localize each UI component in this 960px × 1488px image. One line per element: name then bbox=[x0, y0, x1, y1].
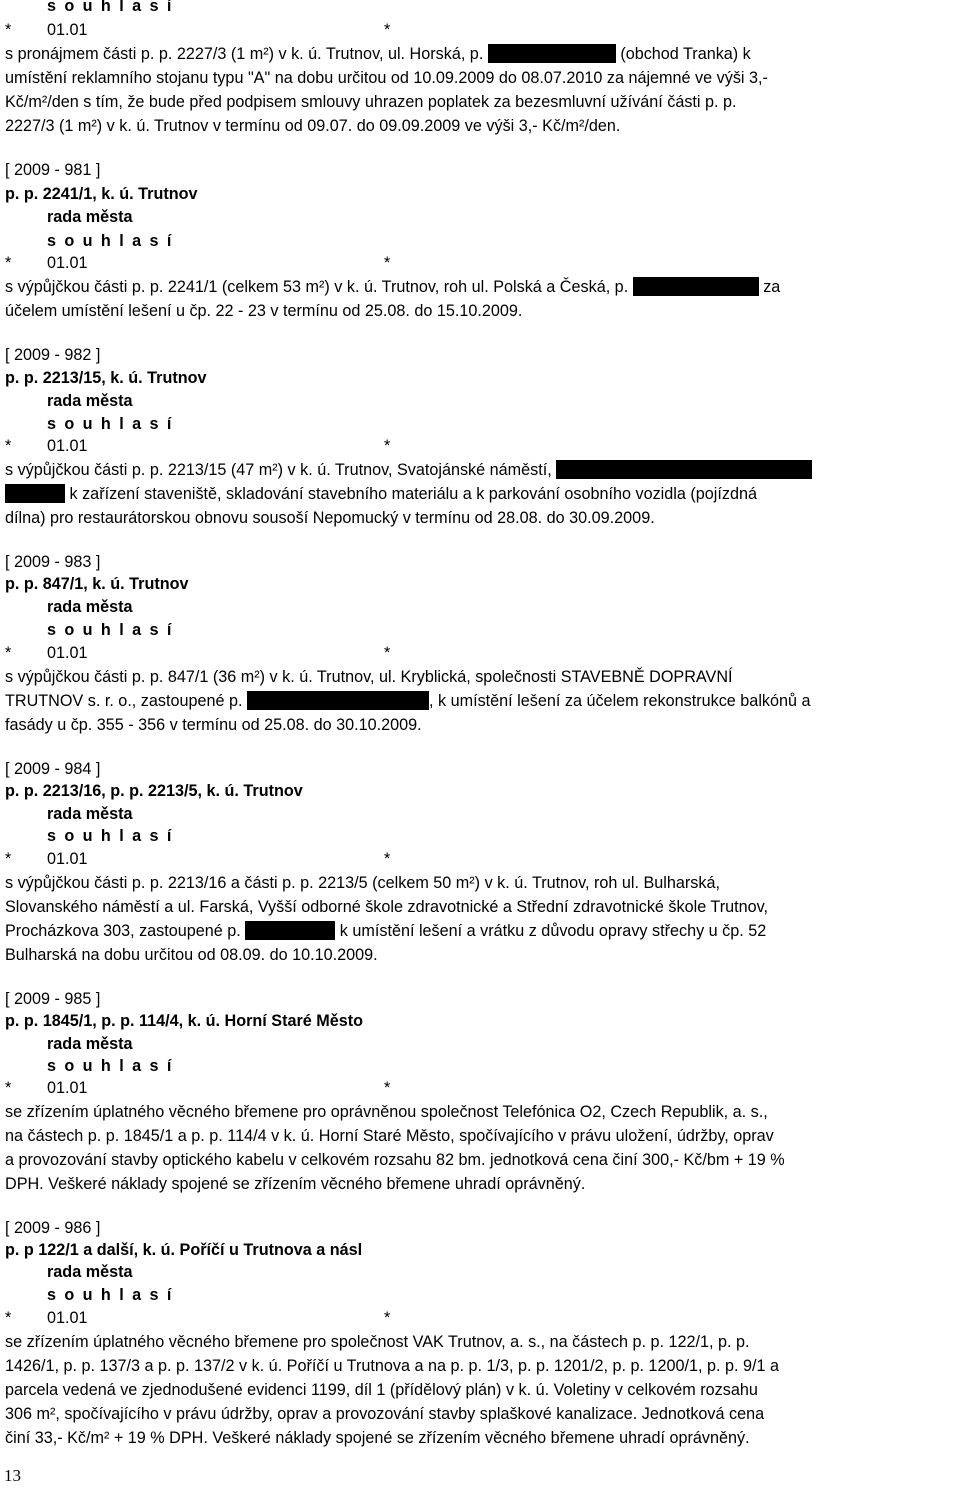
text-line: Slovanského náměstí a ul. Farská, Vyšší odborné škole zdravotnické a Střední zdravotnické škole Trutnov, bbox=[5, 898, 768, 916]
redaction-box bbox=[247, 691, 429, 710]
text-line: s výpůjčkou části p. p. 2213/15 (47 m²) v k. ú. Trutnov, Svatojánské náměstí, bbox=[5, 460, 812, 480]
redaction-box bbox=[556, 460, 812, 479]
redaction-box bbox=[245, 921, 335, 940]
text-line: s výpůjčkou části p. p. 847/1 (36 m²) v k. ú. Trutnov, ul. Kryblická, společnosti STAVEBNĚ DOPRAVNÍ bbox=[5, 668, 733, 686]
text-line: k zařízení staveniště, skladování stavebního materiálu a k parkování osobního vozidla (pojízdná bbox=[5, 484, 757, 504]
resolution-code: 01.01 bbox=[47, 850, 88, 868]
rada-mesta-heading: rada města bbox=[47, 805, 133, 823]
souhlasi-heading: s o u h l a s í bbox=[47, 827, 174, 845]
text-line: činí 33,- Kč/m² + 19 % DPH. Veškeré náklady spojené se zřízením věcného břemene uhradí oprávněný. bbox=[5, 1429, 750, 1447]
marker-star: * bbox=[384, 850, 391, 868]
text-line: s výpůjčkou části p. p. 2213/16 a části p. p. 2213/5 (celkem 50 m²) v k. ú. Trutnov, roh ul. Bulharská, bbox=[5, 874, 720, 892]
text-line: DPH. Veškeré náklady spojené se zřízením věcného břemene uhradí oprávněný. bbox=[5, 1175, 586, 1193]
marker-star: * bbox=[384, 1309, 391, 1327]
rada-mesta-heading: rada města bbox=[47, 1263, 133, 1281]
rada-mesta-heading: rada města bbox=[47, 208, 133, 226]
resolution-title: p. p. 2213/15, k. ú. Trutnov bbox=[5, 369, 207, 387]
text-line: 306 m², spočívajícího v právu údržby, oprav a provozování stavby splaškové kanalizace. Jednotková cena bbox=[5, 1405, 765, 1423]
rada-mesta-heading: rada města bbox=[47, 392, 133, 410]
text-line: Procházkova 303, zastoupené p. k umístění lešení a vrátku z důvodu opravy střechy u čp. 52 bbox=[5, 922, 767, 940]
marker-star: * bbox=[5, 644, 12, 662]
text-line: 1426/1, p. p. 137/3 a p. p. 137/2 v k. ú. Poříčí u Trutnova a na p. p. 1/3, p. p. 1201/2, p. p. 1200/1, p. p. 9/1 a bbox=[5, 1357, 779, 1375]
resolution-id: [ 2009 - 985 ] bbox=[5, 990, 101, 1008]
text-line: Kč/m²/den s tím, že bude před podpisem smlouvy uhrazen poplatek za bezesmluvní užívání části p. p. bbox=[5, 93, 737, 111]
rada-mesta-heading: rada města bbox=[47, 598, 133, 616]
text-line: se zřízením úplatného věcného břemene pro společnost VAK Trutnov, a. s., na částech p. p. 122/1, p. p. bbox=[5, 1333, 750, 1351]
marker-star: * bbox=[5, 850, 12, 868]
resolution-id: [ 2009 - 986 ] bbox=[5, 1219, 101, 1237]
souhlasi-heading: s o u h l a s í bbox=[47, 621, 174, 639]
resolution-title: p. p 122/1 a další, k. ú. Poříčí u Trutnova a násl bbox=[5, 1241, 363, 1259]
text-line: TRUTNOV s. r. o., zastoupené p. , k umístění lešení za účelem rekonstrukce balkónů a bbox=[5, 692, 811, 710]
rada-mesta-heading: rada města bbox=[47, 1035, 133, 1053]
marker-star: * bbox=[384, 254, 391, 272]
souhlasi-heading: s o u h l a s í bbox=[47, 232, 174, 250]
resolution-code: 01.01 bbox=[47, 21, 88, 39]
text-line: dílna) pro restaurátorskou obnovu sousoší Nepomucký v termínu od 28.08. do 30.09.2009. bbox=[5, 509, 655, 527]
text-line: a provozování stavby optického kabelu v celkovém rozsahu 82 bm. jednotková cena činí 300,- Kč/bm + 19 % bbox=[5, 1151, 785, 1169]
resolution-code: 01.01 bbox=[47, 1309, 88, 1327]
resolution-code: 01.01 bbox=[47, 437, 88, 455]
marker-star: * bbox=[384, 1079, 391, 1097]
page-number: 13 bbox=[4, 1466, 21, 1485]
marker-star: * bbox=[384, 21, 391, 39]
souhlasi-heading: s o u h l a s í bbox=[47, 1286, 174, 1304]
resolution-title: p. p. 1845/1, p. p. 114/4, k. ú. Horní Staré Město bbox=[5, 1012, 364, 1030]
resolution-id: [ 2009 - 984 ] bbox=[5, 760, 101, 778]
marker-star: * bbox=[5, 1079, 12, 1097]
resolution-title: p. p. 847/1, k. ú. Trutnov bbox=[5, 575, 189, 593]
text-line: účelem umístění lešení u čp. 22 - 23 v termínu od 25.08. do 15.10.2009. bbox=[5, 302, 523, 320]
resolution-id: [ 2009 - 981 ] bbox=[5, 161, 101, 179]
resolution-title: p. p. 2241/1, k. ú. Trutnov bbox=[5, 185, 198, 203]
marker-star: * bbox=[5, 437, 12, 455]
resolution-code: 01.01 bbox=[47, 1079, 88, 1097]
text-line: na částech p. p. 1845/1 a p. p. 114/4 v k. ú. Horní Staré Město, spočívajícího v právu uložení, údržby, oprav bbox=[5, 1127, 774, 1145]
souhlasi-heading: s o u h l a s í bbox=[47, 1057, 174, 1075]
redaction-box bbox=[488, 44, 616, 63]
resolution-id: [ 2009 - 982 ] bbox=[5, 346, 101, 364]
resolution-code: 01.01 bbox=[47, 254, 88, 272]
marker-star: * bbox=[384, 644, 391, 662]
text-line: fasády u čp. 355 - 356 v termínu od 25.08. do 30.10.2009. bbox=[5, 716, 422, 734]
text-line: 2227/3 (1 m²) v k. ú. Trutnov v termínu od 09.07. do 09.09.2009 ve výši 3,- Kč/m²/den. bbox=[5, 117, 621, 135]
text-line: s výpůjčkou části p. p. 2241/1 (celkem 53 m²) v k. ú. Trutnov, roh ul. Polská a Česká, p. za bbox=[5, 278, 781, 296]
souhlasi-heading: s o u h l a s í bbox=[47, 415, 174, 433]
resolution-title: p. p. 2213/16, p. p. 2213/5, k. ú. Trutnov bbox=[5, 782, 303, 800]
text-line: Bulharská na dobu určitou od 08.09. do 10.10.2009. bbox=[5, 946, 378, 964]
resolution-code: 01.01 bbox=[47, 644, 88, 662]
marker-star: * bbox=[5, 254, 12, 272]
marker-star: * bbox=[5, 21, 12, 39]
text-line: parcela vedená ve zjednodušené evidenci 1199, díl 1 (přídělový plán) v k. ú. Voletiny v celkovém rozsahu bbox=[5, 1381, 758, 1399]
text-line: se zřízením úplatného věcného břemene pro oprávněnou společnost Telefónica O2, Czech Republik, a. s., bbox=[5, 1103, 768, 1121]
marker-star: * bbox=[5, 1309, 12, 1327]
resolution-id: [ 2009 - 983 ] bbox=[5, 553, 101, 571]
text-line: s pronájmem části p. p. 2227/3 (1 m²) v k. ú. Trutnov, ul. Horská, p. (obchod Tranka) k bbox=[5, 45, 751, 63]
text-line: umístění reklamního stojanu typu "A" na dobu určitou od 10.09.2009 do 08.07.2010 za nájemné ve výši 3,- bbox=[5, 69, 768, 87]
marker-star: * bbox=[384, 437, 391, 455]
redaction-box bbox=[5, 484, 65, 503]
souhlasi-heading: s o u h l a s í bbox=[47, 0, 174, 15]
redaction-box bbox=[633, 277, 759, 296]
